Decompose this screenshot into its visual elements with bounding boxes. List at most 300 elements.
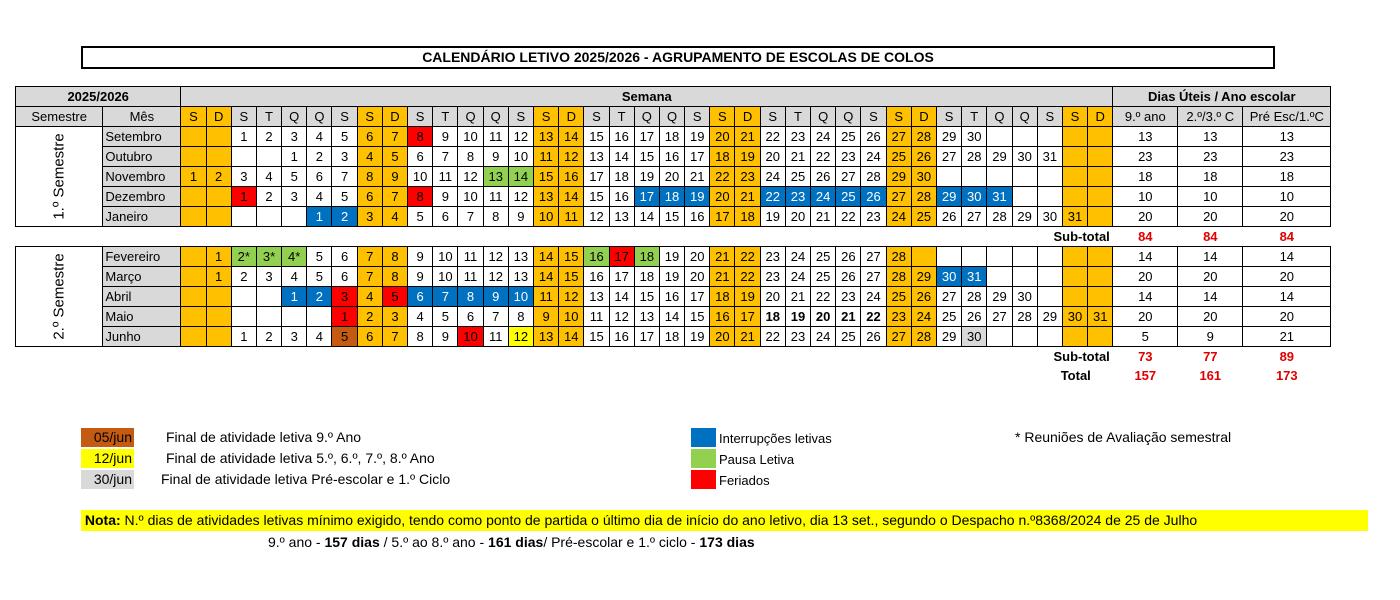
day-cell: 8 <box>408 127 433 147</box>
day-cell: 27 <box>936 287 961 307</box>
day-cell <box>1088 167 1113 187</box>
day-cell: 29 <box>886 167 911 187</box>
legend-endpre-text: Final de atividade letiva Pré-escolar e 1.º Ciclo <box>161 471 451 487</box>
day-cell: 15 <box>634 287 659 307</box>
day-cell: 9 <box>433 127 458 147</box>
day-cell: 7 <box>382 187 407 207</box>
days-9ano: 20 <box>1113 307 1178 327</box>
day-cell: 15 <box>533 167 558 187</box>
days-pre: 14 <box>1243 247 1331 267</box>
day-cell: 16 <box>584 267 609 287</box>
day-cell: 17 <box>685 287 710 307</box>
day-cell <box>282 307 307 327</box>
day-cell: 31 <box>1037 147 1062 167</box>
month-name: Dezembro <box>103 187 181 207</box>
day-cell: 16 <box>609 187 634 207</box>
day-cell <box>206 147 231 167</box>
day-cell: 28 <box>1012 307 1037 327</box>
days-pre: 18 <box>1243 167 1331 187</box>
day-cell: 25 <box>936 307 961 327</box>
day-cell <box>1037 167 1062 187</box>
day-cell <box>1037 327 1062 347</box>
day-cell: 13 <box>584 287 609 307</box>
day-cell: 23 <box>861 207 886 227</box>
day-cell: 24 <box>811 127 836 147</box>
subtotal-label: Sub-total <box>1053 349 1110 364</box>
days-23c: 20 <box>1178 207 1243 227</box>
day-cell: 16 <box>584 247 609 267</box>
weekday-header: S <box>332 107 357 127</box>
legend-interrupt-text: Interrupções letivas <box>719 431 832 446</box>
day-cell: 31 <box>962 267 987 287</box>
day-cell: 16 <box>609 127 634 147</box>
day-cell: 25 <box>785 167 810 187</box>
col-23c-header: 2.º/3.º C <box>1178 107 1243 127</box>
days-23c: 14 <box>1178 247 1243 267</box>
day-cell: 15 <box>584 327 609 347</box>
day-cell: 21 <box>735 327 760 347</box>
day-cell: 3 <box>382 307 407 327</box>
day-cell: 30 <box>1037 207 1062 227</box>
day-cell: 12 <box>483 247 508 267</box>
day-cell: 31 <box>987 187 1012 207</box>
weekday-header: S <box>508 107 533 127</box>
min-9-value: 157 dias <box>324 534 380 550</box>
day-cell: 12 <box>584 207 609 227</box>
day-cell: 14 <box>659 307 684 327</box>
day-cell <box>181 287 206 307</box>
subtotal-b: 77 <box>1203 349 1218 364</box>
day-cell: 22 <box>735 267 760 287</box>
day-cell: 11 <box>483 327 508 347</box>
day-cell: 26 <box>861 127 886 147</box>
day-cell: 1 <box>206 247 231 267</box>
day-cell: 12 <box>609 307 634 327</box>
day-cell: 12 <box>559 287 584 307</box>
day-cell <box>1062 327 1087 347</box>
total-b: 161 <box>1199 368 1222 383</box>
day-cell: 5 <box>332 327 357 347</box>
day-cell: 22 <box>760 187 785 207</box>
day-cell <box>181 127 206 147</box>
day-cell: 8 <box>458 287 483 307</box>
day-cell: 28 <box>911 187 936 207</box>
day-cell: 4 <box>357 287 382 307</box>
day-cell: 13 <box>584 147 609 167</box>
day-cell: 15 <box>584 127 609 147</box>
day-cell: 1 <box>181 167 206 187</box>
day-cell: 13 <box>533 187 558 207</box>
day-cell: 18 <box>634 267 659 287</box>
day-cell <box>206 187 231 207</box>
day-cell <box>1062 147 1087 167</box>
day-cell: 6 <box>357 187 382 207</box>
semester-label <box>16 127 103 227</box>
day-cell <box>1012 247 1037 267</box>
weekday-header: S <box>710 107 735 127</box>
school-calendar-table <box>15 86 1331 385</box>
legend-interrupt-swatch <box>691 428 716 447</box>
day-cell: 8 <box>357 167 382 187</box>
day-cell: 16 <box>559 167 584 187</box>
total-c: 173 <box>1275 368 1298 383</box>
day-cell <box>206 327 231 347</box>
day-cell: 7 <box>433 147 458 167</box>
subtotal-a: 73 <box>1138 349 1153 364</box>
day-cell: 8 <box>508 307 533 327</box>
day-cell: 25 <box>811 247 836 267</box>
legend-end9-text: Final de atividade letiva 9.º Ano <box>166 429 362 445</box>
weekday-header: D <box>735 107 760 127</box>
day-cell: 25 <box>836 327 861 347</box>
month-name: Fevereiro <box>103 247 181 267</box>
day-cell: 1 <box>206 267 231 287</box>
day-cell <box>1088 247 1113 267</box>
day-cell <box>256 287 281 307</box>
month-name: Janeiro <box>103 207 181 227</box>
day-cell: 3 <box>282 127 307 147</box>
day-cell: 18 <box>659 327 684 347</box>
day-cell: 16 <box>710 307 735 327</box>
min-pre-label: / Pré-escolar e 1.º ciclo - <box>543 534 700 550</box>
subtotal-row <box>16 347 1331 367</box>
day-cell: 5 <box>382 287 407 307</box>
month-name: Março <box>103 267 181 287</box>
weekday-header: Q <box>811 107 836 127</box>
day-cell: 29 <box>911 267 936 287</box>
day-cell: 22 <box>710 167 735 187</box>
day-cell: 24 <box>861 147 886 167</box>
day-cell: 30 <box>1012 147 1037 167</box>
day-cell: 25 <box>886 287 911 307</box>
day-cell: 17 <box>685 147 710 167</box>
day-cell: 28 <box>911 127 936 147</box>
day-cell <box>1088 287 1113 307</box>
day-cell: 26 <box>861 187 886 207</box>
nota-banner <box>81 510 1368 531</box>
day-cell <box>206 207 231 227</box>
day-cell: 11 <box>458 247 483 267</box>
day-cell <box>206 307 231 327</box>
day-cell <box>1088 327 1113 347</box>
day-cell: 25 <box>836 127 861 147</box>
day-cell: 6 <box>458 307 483 327</box>
day-cell: 30 <box>936 267 961 287</box>
month-name: Novembro <box>103 167 181 187</box>
day-cell: 9 <box>483 147 508 167</box>
weekday-header: D <box>911 107 936 127</box>
month-row <box>16 167 1331 187</box>
day-cell: 21 <box>735 187 760 207</box>
calendar-title: CALENDÁRIO LETIVO 2025/2026 - AGRUPAMENTO DE ESCOLAS DE COLOS <box>81 46 1275 69</box>
day-cell: 30 <box>962 187 987 207</box>
month-name: Setembro <box>103 127 181 147</box>
month-row <box>16 147 1331 167</box>
weekday-header: S <box>1062 107 1087 127</box>
days-23c: 20 <box>1178 307 1243 327</box>
days-pre: 20 <box>1243 267 1331 287</box>
weekday-header: S <box>936 107 961 127</box>
weekday-header: T <box>609 107 634 127</box>
day-cell: 6 <box>433 207 458 227</box>
weekday-header: S <box>886 107 911 127</box>
days-9ano: 5 <box>1113 327 1178 347</box>
day-cell: 19 <box>685 327 710 347</box>
weekday-header: S <box>231 107 256 127</box>
day-cell: 3 <box>282 327 307 347</box>
weekday-header: S <box>861 107 886 127</box>
day-cell <box>987 167 1012 187</box>
day-cell <box>256 307 281 327</box>
day-cell: 18 <box>659 127 684 147</box>
day-cell: 15 <box>584 187 609 207</box>
header-row-1 <box>16 87 1331 107</box>
day-cell: 14 <box>533 247 558 267</box>
day-cell <box>231 307 256 327</box>
day-cell: 29 <box>936 327 961 347</box>
day-cell: 11 <box>533 147 558 167</box>
day-cell: 5 <box>332 187 357 207</box>
day-cell: 3 <box>357 207 382 227</box>
day-cell: 3* <box>256 247 281 267</box>
weekday-header: Q <box>659 107 684 127</box>
day-cell: 27 <box>861 267 886 287</box>
days-23c: 13 <box>1178 127 1243 147</box>
day-cell: 23 <box>785 327 810 347</box>
month-name: Junho <box>103 327 181 347</box>
day-cell: 11 <box>533 287 558 307</box>
day-cell <box>1012 267 1037 287</box>
min-pre-value: 173 dias <box>699 534 755 550</box>
weekday-header: D <box>559 107 584 127</box>
min-5-8-value: 161 dias <box>488 534 544 550</box>
month-row <box>16 267 1331 287</box>
day-cell: 20 <box>811 307 836 327</box>
day-cell <box>1088 267 1113 287</box>
weekday-header: Q <box>282 107 307 127</box>
subtotal-b: 84 <box>1203 229 1218 244</box>
day-cell <box>936 247 961 267</box>
day-cell <box>1037 287 1062 307</box>
day-cell <box>987 127 1012 147</box>
day-cell: 20 <box>685 247 710 267</box>
day-cell: 9 <box>433 327 458 347</box>
day-cell: 6 <box>332 247 357 267</box>
day-cell: 29 <box>1037 307 1062 327</box>
weekday-header: Q <box>458 107 483 127</box>
day-cell: 21 <box>785 147 810 167</box>
day-cell <box>911 247 936 267</box>
day-cell: 2* <box>231 247 256 267</box>
day-cell: 29 <box>936 127 961 147</box>
day-cell: 6 <box>408 147 433 167</box>
day-cell <box>1012 327 1037 347</box>
day-cell: 30 <box>1012 287 1037 307</box>
day-cell: 18 <box>609 167 634 187</box>
weekday-header: Q <box>307 107 332 127</box>
total-label: Total <box>1060 368 1091 383</box>
subtotal-c: 84 <box>1279 229 1295 244</box>
day-cell: 11 <box>483 127 508 147</box>
month-row <box>16 307 1331 327</box>
day-cell: 12 <box>559 147 584 167</box>
day-cell: 14 <box>559 327 584 347</box>
day-cell: 6 <box>357 327 382 347</box>
day-cell: 23 <box>735 167 760 187</box>
day-cell: 20 <box>659 167 684 187</box>
month-col-header: Mês <box>103 107 181 127</box>
day-cell: 28 <box>962 147 987 167</box>
day-cell: 9 <box>483 287 508 307</box>
day-cell: 27 <box>886 187 911 207</box>
day-cell: 22 <box>760 327 785 347</box>
day-cell: 15 <box>559 267 584 287</box>
day-cell <box>1062 187 1087 207</box>
year-header: 2025/2026 <box>16 87 181 107</box>
legend-end9-swatch: 05/jun <box>81 428 134 447</box>
day-cell: 11 <box>559 207 584 227</box>
day-cell: 19 <box>659 267 684 287</box>
day-cell: 21 <box>735 127 760 147</box>
day-cell: 5 <box>307 247 332 267</box>
day-cell: 4 <box>256 167 281 187</box>
day-cell: 13 <box>533 127 558 147</box>
day-cell: 24 <box>811 327 836 347</box>
day-cell <box>1088 207 1113 227</box>
days-pre: 21 <box>1243 327 1331 347</box>
day-cell: 1 <box>231 327 256 347</box>
day-cell: 30 <box>962 327 987 347</box>
day-cell: 31 <box>1062 207 1087 227</box>
day-cell: 12 <box>508 127 533 147</box>
day-cell: 27 <box>936 147 961 167</box>
day-cell: 11 <box>458 267 483 287</box>
day-cell: 10 <box>533 207 558 227</box>
days-23c: 20 <box>1178 267 1243 287</box>
day-cell: 14 <box>634 207 659 227</box>
min-9-label: 9.º ano - <box>268 534 325 550</box>
day-cell: 28 <box>886 247 911 267</box>
day-cell <box>1088 187 1113 207</box>
day-cell: 20 <box>710 187 735 207</box>
day-cell: 22 <box>735 247 760 267</box>
day-cell: 20 <box>685 267 710 287</box>
day-cell: 22 <box>811 287 836 307</box>
day-cell: 1 <box>332 307 357 327</box>
day-cell: 19 <box>685 187 710 207</box>
day-cell: 10 <box>458 327 483 347</box>
day-cell: 23 <box>760 247 785 267</box>
legend-end5-swatch: 12/jun <box>81 449 134 468</box>
day-cell: 10 <box>433 267 458 287</box>
day-cell: 13 <box>508 247 533 267</box>
day-cell: 22 <box>861 307 886 327</box>
day-cell: 30 <box>962 127 987 147</box>
day-cell: 20 <box>760 287 785 307</box>
day-cell <box>181 207 206 227</box>
day-cell: 27 <box>886 327 911 347</box>
day-cell: 22 <box>811 147 836 167</box>
day-cell <box>962 247 987 267</box>
month-row <box>16 187 1331 207</box>
weekday-header: S <box>584 107 609 127</box>
day-cell: 19 <box>659 247 684 267</box>
subtotal-a: 84 <box>1138 229 1153 244</box>
day-cell: 3 <box>282 187 307 207</box>
day-cell: 4 <box>307 127 332 147</box>
day-cell: 2 <box>256 127 281 147</box>
day-cell: 8 <box>382 267 407 287</box>
day-cell: 5 <box>382 147 407 167</box>
day-cell: 2 <box>332 207 357 227</box>
col-9ano-header: 9.º ano <box>1113 107 1178 127</box>
header-row-2 <box>16 107 1331 127</box>
weekday-header: Q <box>483 107 508 127</box>
days-23c: 9 <box>1178 327 1243 347</box>
day-cell: 14 <box>559 187 584 207</box>
day-cell: 9 <box>508 207 533 227</box>
day-cell: 5 <box>282 167 307 187</box>
weekday-header: Q <box>634 107 659 127</box>
day-cell: 28 <box>962 287 987 307</box>
day-cell: 27 <box>861 247 886 267</box>
day-cell: 4 <box>408 307 433 327</box>
day-cell <box>1062 267 1087 287</box>
day-cell: 18 <box>659 187 684 207</box>
day-cell: 6 <box>408 287 433 307</box>
weekday-header: S <box>408 107 433 127</box>
day-cell <box>307 307 332 327</box>
day-cell: 7 <box>357 267 382 287</box>
day-cell: 6 <box>307 167 332 187</box>
day-cell: 8 <box>382 247 407 267</box>
day-cell: 23 <box>785 127 810 147</box>
day-cell: 28 <box>911 327 936 347</box>
day-cell: 8 <box>408 187 433 207</box>
day-cell: 3 <box>332 287 357 307</box>
month-name: Maio <box>103 307 181 327</box>
day-cell: 17 <box>634 127 659 147</box>
day-cell <box>1012 187 1037 207</box>
day-cell: 14 <box>533 267 558 287</box>
day-cell <box>181 187 206 207</box>
day-cell: 21 <box>685 167 710 187</box>
days-9ano: 14 <box>1113 287 1178 307</box>
days-9ano: 14 <box>1113 247 1178 267</box>
legend-holiday-swatch <box>691 470 716 489</box>
day-cell: 4 <box>382 207 407 227</box>
legend-pause-swatch <box>691 449 716 468</box>
day-cell: 12 <box>458 167 483 187</box>
day-cell: 24 <box>811 187 836 207</box>
day-cell: 26 <box>911 287 936 307</box>
day-cell: 7 <box>433 287 458 307</box>
day-cell: 18 <box>634 247 659 267</box>
day-cell: 14 <box>609 147 634 167</box>
day-cell: 6 <box>332 267 357 287</box>
day-cell: 19 <box>685 127 710 147</box>
day-cell: 26 <box>861 327 886 347</box>
day-cell: 17 <box>634 327 659 347</box>
nota-text: N.º dias de atividades letivas mínimo exigido, tendo como ponto de partida o último dia de início do ano letivo, dia 13 set., segundo o Despacho n.º8368/2024 de 25 de Julho <box>120 512 1198 528</box>
day-cell: 13 <box>634 307 659 327</box>
day-cell <box>1088 147 1113 167</box>
day-cell: 4 <box>307 187 332 207</box>
day-cell <box>231 147 256 167</box>
day-cell <box>181 327 206 347</box>
day-cell: 2 <box>307 287 332 307</box>
day-cell <box>1037 267 1062 287</box>
